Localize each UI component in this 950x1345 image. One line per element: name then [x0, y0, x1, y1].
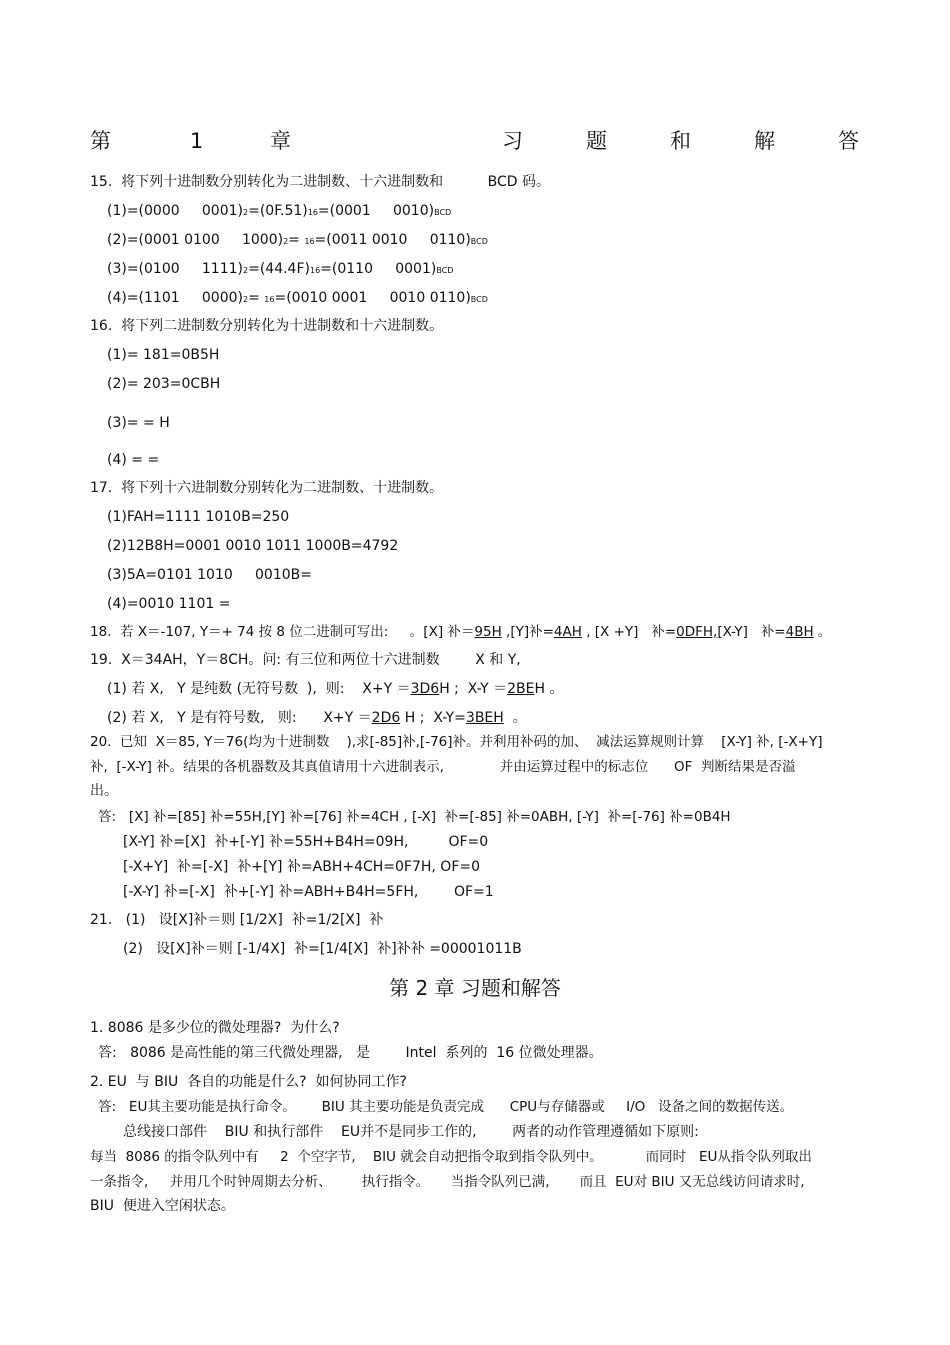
c2q2-question: 2. EU 与 BIU 各自的功能是什么? 如何协同工作? — [90, 1074, 407, 1090]
q17-line-3: (3)5A=0101 1010 0010B= — [107, 567, 312, 583]
chapter1-title-char: 和 — [670, 129, 691, 153]
chapter2-title: 第 2 章 习题和解答 — [389, 976, 561, 1000]
q15-line-1: (1)=(0000 0001)2=(0F.51)16=(0001 0010)BCD — [107, 203, 452, 219]
q15-line-3: (3)=(0100 1111)2=(44.4F)16=(0110 0001)BCD — [107, 261, 454, 277]
q16-line-1: (1)= 181=0B5H — [107, 347, 220, 363]
q20-answer-line-1: 答: [X] 补=[85] 补=55H,[Y] 补=[76] 补=4CH , [-X] 补=[-85] 补=0ABH, [-Y] 补=[-76] 补=0B4H — [98, 809, 731, 825]
c2q1-question: 1. 8086 是多少位的微处理器? 为什么? — [90, 1020, 340, 1036]
q15-stem: 15. 将下列十进制数分别转化为二进制数、十六进制数和 BCD 码。 — [90, 174, 551, 190]
chapter1-title-char: 题 — [586, 129, 607, 153]
q17-line-4: (4)=0010 1101 = — [107, 596, 231, 612]
q20-answer-line-2: [X-Y] 补=[X] 补+[-Y] 补=55H+B4H=09H, OF=0 — [123, 834, 489, 850]
q20-stem-line-1: 20. 已知 X＝85, Y＝76(均为十进制数 ),求[-85]补,[-76]补。并利用补码的加、 减法运算规则计算 [X-Y] 补, [-X+Y] — [90, 734, 823, 750]
c2q1-answer: 答: 8086 是高性能的第三代微处理器, 是 Intel 系列的 16 位微处理器。 — [98, 1045, 603, 1061]
c2q2-answer-line-3: 每当 8086 的指令队列中有 2 个空字节, BIU 就会自动把指令取到指令队列中。 而同时 EU从指令队列取出 — [90, 1149, 812, 1165]
q16-stem: 16. 将下列二进制数分别转化为十进制数和十六进制数。 — [90, 318, 444, 334]
c2q2-answer-line-1: 答: EU其主要功能是执行命令。 BIU 其主要功能是负责完成 CPU与存储器或 I/O 设备之间的数据传送。 — [98, 1099, 794, 1115]
chapter1-title-char: 第 — [90, 129, 111, 153]
q17-stem: 17. 将下列十六进制数分别转化为二进制数、十进制数。 — [90, 480, 444, 496]
q20-stem-line-3: 出。 — [90, 783, 118, 799]
c2q2-answer-line-4: 一条指令, 并用几个时钟周期去分析、 执行指令。 当指令队列已满, 而且 EU对 BIU 又无总线访问请求时, — [90, 1174, 805, 1190]
chapter1-title-char: 答 — [838, 129, 859, 153]
q17-line-1: (1)FAH=1111 1010B=250 — [107, 509, 290, 525]
q21-line-2: (2) 设[X]补＝则 [-1/4X] 补=[1/4[X] 补]补补 =00001011B — [123, 941, 522, 957]
q20-answer-line-4: [-X-Y] 补=[-X] 补+[-Y] 补=ABH+B4H=5FH, OF=1 — [123, 884, 494, 900]
q20-answer-line-3: [-X+Y] 补=[-X] 补+[Y] 补=ABH+4CH=0F7H, OF=0 — [123, 859, 481, 875]
q19-line-2: (2) 若 X, Y 是有符号数, 则: X+Y ＝2D6 H ; X-Y=3BEH 。 — [107, 710, 527, 726]
chapter1-title-char: 1 — [190, 129, 204, 153]
q16-line-4: (4) = = — [107, 452, 160, 468]
q21-line-1: 21. (1) 设[X]补＝则 [1/2X] 补=1/2[X] 补 — [90, 912, 384, 928]
chapter1-title-char: 章 — [270, 129, 291, 153]
chapter1-title-char: 习 — [502, 129, 523, 153]
q17-line-2: (2)12B8H=0001 0010 1011 1000B=4792 — [107, 538, 399, 554]
q18-line: 18. 若 X＝-107, Y＝+ 74 按 8 位二进制可写出: 。[X] 补＝95H ,[Y]补=4AH , [X +Y] 补=0DFH,[X-Y] 补=4BH 。 — [90, 624, 832, 640]
q19-stem: 19. X＝34AH，Y＝8CH。问: 有三位和两位十六进制数 X 和 Y, — [90, 652, 521, 668]
chapter1-title-char: 解 — [754, 129, 775, 153]
q19-line-1: (1) 若 X, Y 是纯数 (无符号数 ), 则: X+Y ＝3D6H ; X-Y ＝2BEH 。 — [107, 681, 564, 697]
chapter1-title — [90, 128, 860, 154]
q16-line-2: (2)= 203=0CBH — [107, 376, 221, 392]
q15-line-4: (4)=(1101 0000)2= 16=(0010 0001 0010 0110)BCD — [107, 290, 488, 306]
q16-line-3: (3)= = H — [107, 415, 170, 431]
q15-line-2: (2)=(0001 0100 1000)2= 16=(0011 0010 0110)BCD — [107, 232, 488, 248]
q20-stem-line-2: 补, [-X-Y] 补。结果的各机器数及其真值请用十六进制表示, 并由运算过程中的标志位 OF 判断结果是否溢 — [90, 759, 796, 775]
c2q2-answer-line-5: BIU 便进入空闲状态。 — [90, 1198, 235, 1214]
c2q2-answer-line-2: 总线接口部件 BIU 和执行部件 EU并不是同步工作的, 两者的动作管理遵循如下原则: — [123, 1124, 699, 1140]
